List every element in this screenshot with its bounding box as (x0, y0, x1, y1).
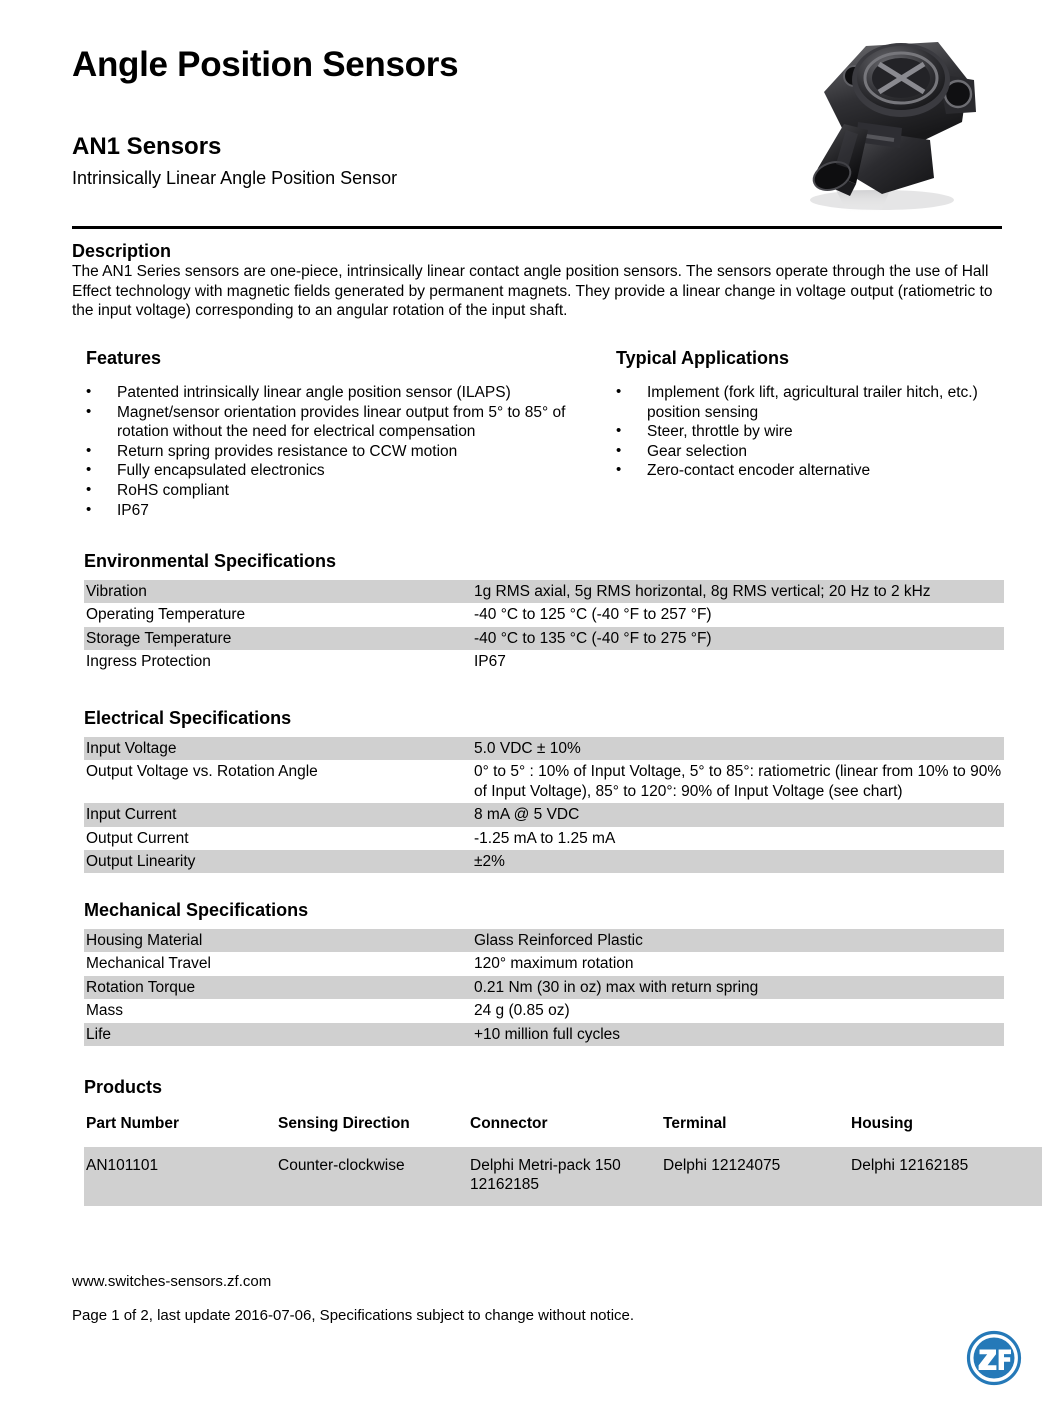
spec-key: Output Voltage vs. Rotation Angle (86, 763, 318, 781)
footer-revision-note: Page 1 of 2, last update 2016-07-06, Specifications subject to change without notice. (72, 1307, 635, 1324)
applications-section (616, 347, 1006, 481)
table-row (84, 827, 1004, 850)
spec-key: Vibration (84, 580, 474, 603)
angle-position-sensor-photo (762, 18, 1010, 218)
cell-part-number: AN101101 (84, 1147, 276, 1206)
list-item: • Implement (fork lift, agricultural trailer hitch, etc.) position sensing (616, 383, 1006, 422)
column-header-terminal: Terminal (663, 1115, 727, 1132)
table-row (84, 1023, 1004, 1046)
spec-key: Housing Material (84, 929, 474, 952)
table-row (84, 803, 1004, 826)
environmental-specifications-section (84, 550, 1002, 674)
spec-value: 1g RMS axial, 5g RMS horizontal, 8g RMS vertical; 20 Hz to 2 kHz (474, 580, 1004, 603)
list-item: • Return spring provides resistance to CCW motion (86, 442, 586, 462)
list-item: • IP67 (86, 501, 586, 521)
cell-terminal: Delphi 12124075 (661, 1147, 849, 1206)
table-row (84, 650, 1004, 673)
column-header-connector: Connector (470, 1115, 548, 1132)
cell-connector: Delphi Metri-pack 150 12162185 (468, 1147, 661, 1206)
products-table (84, 1114, 1042, 1206)
table-row (84, 1147, 1042, 1206)
spec-key: Output Current (86, 829, 189, 847)
cell-housing: Delphi 12162185 (849, 1147, 1042, 1206)
spec-key: Input Current (84, 803, 474, 826)
list-item: • Magnet/sensor orientation provides linear output from 5° to 85° of rotation without the need for electrical compensation (86, 403, 586, 442)
spec-key: Operating Temperature (86, 606, 246, 624)
list-item: • Patented intrinsically linear angle position sensor (ILAPS) (86, 383, 586, 403)
description-heading: Description (72, 241, 172, 261)
table-row (84, 929, 1004, 952)
spec-value: 0° to 5° : 10% of Input Voltage, 5° to 85°: ratiometric (linear from 10% to 90% of Input Voltage), 85° to 120°: 90% of Input Voltage (see chart) (474, 763, 1002, 800)
cell-sensing-direction: Counter-clockwise (276, 1147, 468, 1206)
spec-value: -40 °C to 135 °C (-40 °F to 275 °F) (474, 627, 1004, 650)
spec-value: +10 million full cycles (474, 1023, 1004, 1046)
product-line-heading: AN1 Sensors (72, 133, 222, 160)
column-header-housing: Housing (851, 1115, 913, 1132)
spec-value: -40 °C to 125 °C (-40 °F to 257 °F) (474, 606, 712, 624)
table-row (84, 976, 1004, 999)
product-tagline: Intrinsically Linear Angle Position Sensor (72, 168, 398, 188)
column-header-part-number: Part Number (86, 1115, 180, 1132)
footer-website-url[interactable]: www.switches-sensors.zf.com (72, 1273, 272, 1290)
spec-key: Rotation Torque (84, 976, 474, 999)
list-item: • Fully encapsulated electronics (86, 461, 586, 481)
table-row (84, 999, 1004, 1022)
spec-value: 120° maximum rotation (474, 955, 634, 973)
table-header-row (84, 1114, 1042, 1147)
page-title: Angle Position Sensors (72, 45, 459, 84)
table-row (84, 580, 1004, 603)
spec-key: Input Voltage (84, 737, 474, 760)
table-row (84, 760, 1004, 803)
list-item: • Zero-contact encoder alternative (616, 461, 1006, 481)
spec-value: -1.25 mA to 1.25 mA (474, 829, 616, 847)
features-list (86, 383, 586, 520)
table-row (84, 952, 1004, 975)
header-divider (72, 226, 1002, 229)
spec-value: 24 g (0.85 oz) (474, 1002, 570, 1020)
spec-key: Ingress Protection (86, 653, 211, 671)
mechanical-specifications-section (84, 899, 1002, 1046)
applications-list (616, 383, 1006, 481)
products-heading: Products (84, 1077, 163, 1097)
list-item: • RoHS compliant (86, 481, 586, 501)
spec-key: Output Linearity (84, 850, 474, 873)
environmental-specifications-table (84, 580, 1004, 674)
spec-value: 8 mA @ 5 VDC (474, 803, 1004, 826)
electrical-specifications-section (84, 707, 1002, 873)
spec-key: Life (84, 1023, 474, 1046)
features-section (86, 347, 586, 520)
environmental-specifications-heading: Environmental Specifications (84, 551, 337, 571)
column-header-sensing-direction: Sensing Direction (278, 1115, 410, 1132)
spec-value: 0.21 Nm (30 in oz) max with return spring (474, 976, 1004, 999)
features-heading: Features (86, 348, 162, 368)
spec-value: Glass Reinforced Plastic (474, 929, 1004, 952)
spec-key: Mechanical Travel (86, 955, 211, 973)
table-row (84, 850, 1004, 873)
spec-value: IP67 (474, 653, 506, 671)
table-row (84, 627, 1004, 650)
spec-key: Storage Temperature (84, 627, 474, 650)
applications-heading: Typical Applications (616, 348, 790, 368)
spec-value: ±2% (474, 850, 1004, 873)
table-row (84, 737, 1004, 760)
zf-logo (966, 1330, 1022, 1386)
electrical-specifications-heading: Electrical Specifications (84, 708, 292, 728)
spec-key: Mass (86, 1002, 124, 1020)
list-item: • Gear selection (616, 442, 1006, 462)
mechanical-specifications-heading: Mechanical Specifications (84, 900, 309, 920)
spec-value: 5.0 VDC ± 10% (474, 737, 1004, 760)
table-row (84, 603, 1004, 626)
products-section (84, 1076, 1002, 1206)
list-item: • Steer, throttle by wire (616, 422, 1006, 442)
electrical-specifications-table (84, 737, 1004, 873)
mechanical-specifications-table (84, 929, 1004, 1046)
description-body: The AN1 Series sensors are one-piece, intrinsically linear contact angle position sensors. The sensors operate through the use of Hall Effect technology with magnetic fields generated by permanent magnets. They provide a linear change in voltage output (ratiometric to the input voltage) corresponding to an angular rotation of the input shaft. (72, 263, 993, 319)
